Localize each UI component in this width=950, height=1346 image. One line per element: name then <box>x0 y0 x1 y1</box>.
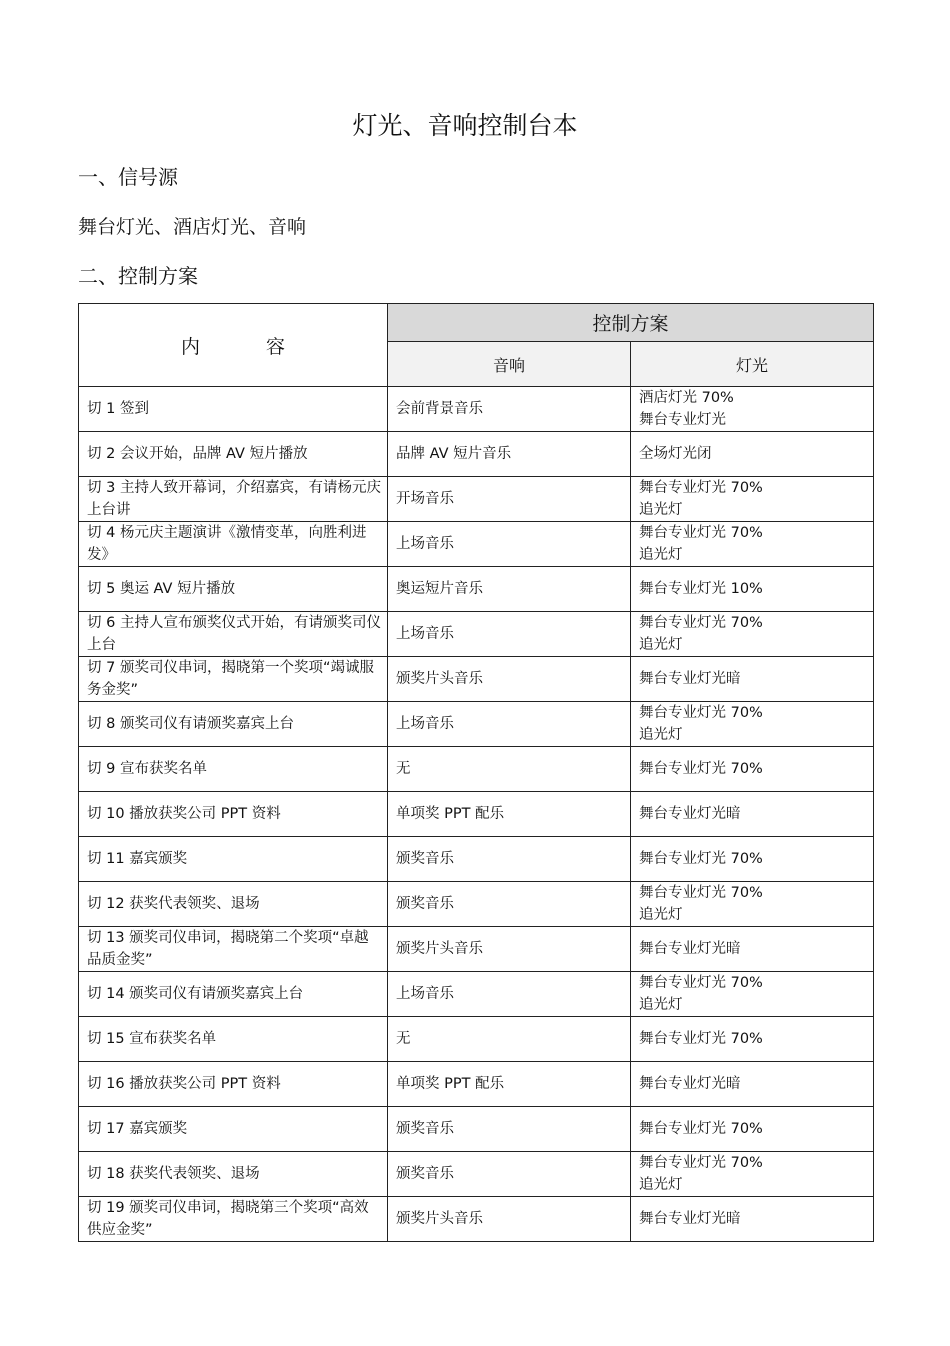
header-control-plan: 控制方案 <box>388 304 874 342</box>
cell-content: 切 13 颁奖司仪串词，揭晓第二个奖项“卓越品质金奖” <box>79 927 388 972</box>
cell-sound: 单项奖 PPT 配乐 <box>388 792 631 837</box>
table-row <box>79 927 874 972</box>
table-row <box>79 1152 874 1197</box>
cell-light: 舞台专业灯光 70% 追光灯 <box>631 522 874 567</box>
table-row <box>79 972 874 1017</box>
cell-sound: 奥运短片音乐 <box>388 567 631 612</box>
cell-light: 舞台专业灯光 70% 追光灯 <box>631 882 874 927</box>
cell-sound: 颁奖音乐 <box>388 837 631 882</box>
cell-sound: 会前背景音乐 <box>388 387 631 432</box>
cell-content: 切 18 获奖代表领奖、退场 <box>79 1152 388 1197</box>
cell-light: 舞台专业灯光 70% 追光灯 <box>631 972 874 1017</box>
cell-light: 酒店灯光 70% 舞台专业灯光 <box>631 387 874 432</box>
cell-light: 舞台专业灯光暗 <box>631 927 874 972</box>
table-row <box>79 477 874 522</box>
cell-sound: 无 <box>388 1017 631 1062</box>
cell-content: 切 15 宣布获奖名单 <box>79 1017 388 1062</box>
cell-content: 切 6 主持人宣布颁奖仪式开始，有请颁奖司仪上台 <box>79 612 388 657</box>
cell-content: 切 3 主持人致开幕词，介绍嘉宾，有请杨元庆上台讲 <box>79 477 388 522</box>
cell-content: 切 7 颁奖司仪串词，揭晓第一个奖项“竭诚服务金奖” <box>79 657 388 702</box>
cell-content: 切 17 嘉宾颁奖 <box>79 1107 388 1152</box>
table-row <box>79 747 874 792</box>
cell-sound: 上场音乐 <box>388 612 631 657</box>
table-row <box>79 837 874 882</box>
cell-light: 全场灯光闭 <box>631 432 874 477</box>
cell-light: 舞台专业灯光暗 <box>631 1197 874 1242</box>
cell-content: 切 12 获奖代表领奖、退场 <box>79 882 388 927</box>
table-row <box>79 522 874 567</box>
cell-light: 舞台专业灯光 70% <box>631 747 874 792</box>
cell-content: 切 8 颁奖司仪有请颁奖嘉宾上台 <box>79 702 388 747</box>
cell-light: 舞台专业灯光 70% 追光灯 <box>631 612 874 657</box>
cell-sound: 颁奖音乐 <box>388 882 631 927</box>
cell-sound: 颁奖片头音乐 <box>388 1197 631 1242</box>
cell-content: 切 14 颁奖司仪有请颁奖嘉宾上台 <box>79 972 388 1017</box>
table-row <box>79 792 874 837</box>
cell-sound: 开场音乐 <box>388 477 631 522</box>
cell-light: 舞台专业灯光 70% 追光灯 <box>631 702 874 747</box>
table-row <box>79 387 874 432</box>
cell-content: 切 2 会议开始，品牌 AV 短片播放 <box>79 432 388 477</box>
table-body <box>79 387 874 1242</box>
cell-sound: 颁奖片头音乐 <box>388 657 631 702</box>
cell-content: 切 11 嘉宾颁奖 <box>79 837 388 882</box>
table-row <box>79 1017 874 1062</box>
table-row <box>79 1197 874 1242</box>
cell-content: 切 4 杨元庆主题演讲《激情变革，向胜利进发》 <box>79 522 388 567</box>
header-sound: 音响 <box>388 342 631 387</box>
cell-sound: 单项奖 PPT 配乐 <box>388 1062 631 1107</box>
cell-sound: 颁奖音乐 <box>388 1107 631 1152</box>
cell-content: 切 5 奥运 AV 短片播放 <box>79 567 388 612</box>
cell-sound: 上场音乐 <box>388 972 631 1017</box>
table-row <box>79 702 874 747</box>
table-row <box>79 882 874 927</box>
cell-light: 舞台专业灯光 10% <box>631 567 874 612</box>
table-row <box>79 567 874 612</box>
cell-sound: 无 <box>388 747 631 792</box>
cell-light: 舞台专业灯光暗 <box>631 792 874 837</box>
table-row <box>79 1062 874 1107</box>
header-content: 内 容 <box>79 304 388 387</box>
cell-sound: 品牌 AV 短片音乐 <box>388 432 631 477</box>
cell-light: 舞台专业灯光 70% <box>631 1017 874 1062</box>
cell-sound: 上场音乐 <box>388 702 631 747</box>
cell-content: 切 9 宣布获奖名单 <box>79 747 388 792</box>
table-row <box>79 1107 874 1152</box>
cell-content: 切 16 播放获奖公司 PPT 资料 <box>79 1062 388 1107</box>
cell-light: 舞台专业灯光暗 <box>631 657 874 702</box>
cell-sound: 上场音乐 <box>388 522 631 567</box>
cell-light: 舞台专业灯光暗 <box>631 1062 874 1107</box>
cell-light: 舞台专业灯光 70% <box>631 837 874 882</box>
table-row <box>79 612 874 657</box>
cell-light: 舞台专业灯光 70% 追光灯 <box>631 1152 874 1197</box>
cell-content: 切 1 签到 <box>79 387 388 432</box>
cell-content: 切 10 播放获奖公司 PPT 资料 <box>79 792 388 837</box>
cell-content: 切 19 颁奖司仪串词，揭晓第三个奖项“高效供应金奖” <box>79 1197 388 1242</box>
table-row <box>79 657 874 702</box>
cell-light: 舞台专业灯光 70% <box>631 1107 874 1152</box>
cell-sound: 颁奖音乐 <box>388 1152 631 1197</box>
control-plan-table <box>78 303 874 1242</box>
table-row <box>79 432 874 477</box>
section-heading-signal-source: 一、信号源 <box>78 165 178 189</box>
signal-source-text: 舞台灯光、酒店灯光、音响 <box>78 216 307 238</box>
cell-light: 舞台专业灯光 70% 追光灯 <box>631 477 874 522</box>
header-light: 灯光 <box>631 342 874 387</box>
cell-sound: 颁奖片头音乐 <box>388 927 631 972</box>
section-heading-control-plan: 二、控制方案 <box>78 264 198 288</box>
document-title: 灯光、音响控制台本 <box>352 111 578 140</box>
